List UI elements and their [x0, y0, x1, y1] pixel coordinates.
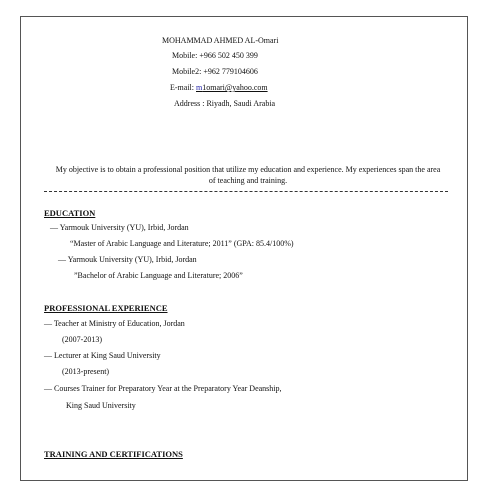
education-entry-1-degree: “Master of Arabic Language and Literature; 2011” (GPA: 85.4/100%)	[70, 239, 294, 248]
mobile-number: Mobile: +966 502 450 399	[172, 51, 258, 60]
experience-entry-1: — Teacher at Ministry of Education, Jordan	[44, 319, 185, 328]
email-link[interactable]	[196, 83, 268, 92]
objective-statement: My objective is to obtain a professional position that utilize my education and experience. My experiences span the area of teaching and training.	[55, 165, 441, 185]
experience-header: PROFESSIONAL EXPERIENCE	[44, 303, 168, 313]
experience-entry-3: — Courses Trainer for Preparatory Year at the Preparatory Year Deanship,	[44, 384, 282, 393]
training-header: TRAINING AND CERTIFICATIONS	[44, 449, 183, 459]
email-prefix: E-mail:	[170, 83, 196, 92]
applicant-name: MOHAMMAD AHMED AL-Omari	[162, 36, 279, 45]
experience-entry-2-dates: (2013-present)	[62, 367, 110, 376]
experience-entry-3-org: King Saud University	[66, 401, 136, 410]
education-entry-2-bullet: —	[58, 255, 66, 264]
education-entry-2-institution	[58, 255, 197, 265]
education-header: EDUCATION	[44, 208, 96, 218]
education-entry-2-institution-text: Yarmouk University (YU), Irbid, Jordan	[67, 255, 197, 264]
education-entry-2-degree: ”Bachelor of Arabic Language and Literature; 2006”	[74, 271, 243, 280]
mobile2-number: Mobile2: +962 779104606	[172, 67, 258, 76]
education-entry-1-institution-text: Yarmouk University (YU), Irbid, Jordan	[59, 223, 189, 232]
section-divider	[44, 191, 448, 192]
education-entry-1-institution	[50, 223, 189, 233]
experience-entry-1-dates: (2007-2013)	[62, 335, 102, 344]
address: Address : Riyadh, Saudi Arabia	[174, 99, 276, 108]
experience-entry-2: — Lecturer at King Saud University	[44, 351, 161, 360]
education-entry-1-bullet: —	[50, 223, 58, 232]
email-line	[170, 83, 268, 93]
email-link-rest: 1omari@yahoo.com	[202, 83, 268, 92]
email-link-first: m	[196, 83, 203, 92]
